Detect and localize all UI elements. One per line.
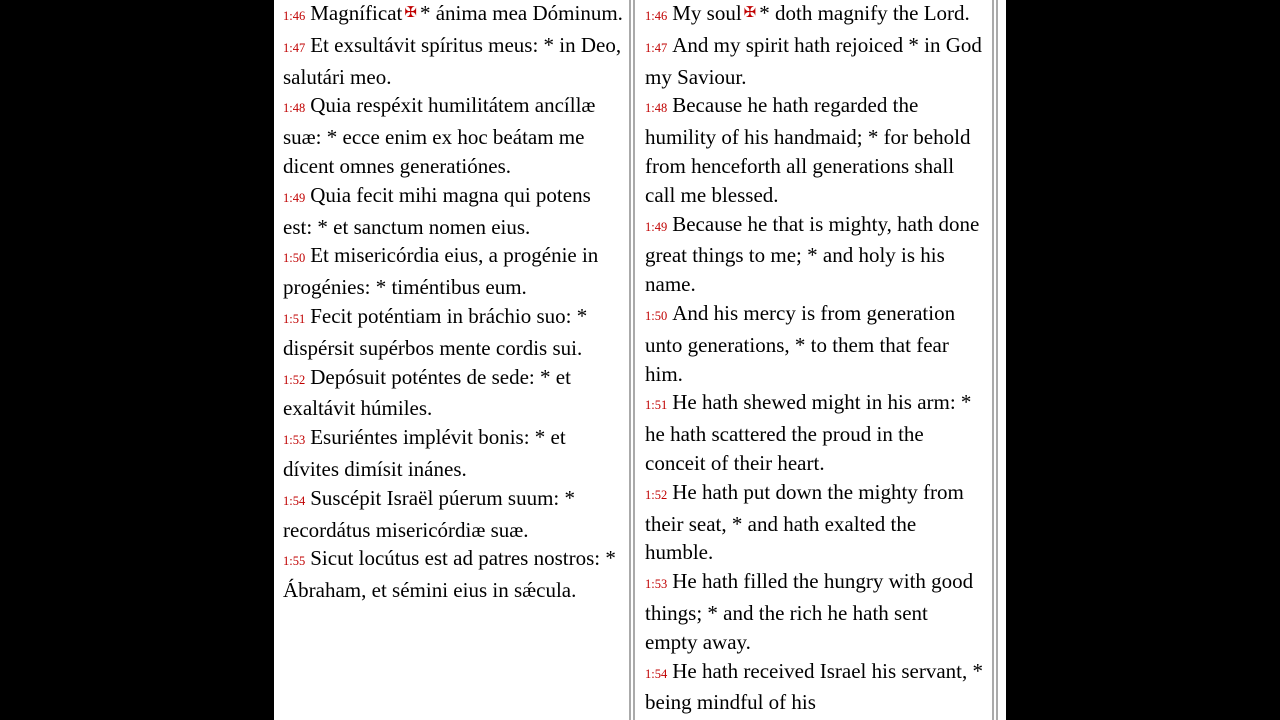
verse-number: 1:52 xyxy=(283,372,306,387)
verse-1-48-english xyxy=(645,91,985,209)
verse-text: And his mercy is from generation unto generations, * to them that fear him. xyxy=(645,300,956,386)
verse-text-end: * ánima mea Dóminum. xyxy=(419,1,623,25)
verse-text: He hath filled the hungry with good things; * and the rich he hath sent empty away. xyxy=(645,569,974,654)
verse-text: Suscépit Israël púerum suum: * recordátus misericórdiæ suæ. xyxy=(283,485,576,542)
verse-text: Quia respéxit humilitátem ancíllæ suæ: * ecce enim ex hoc beátam me dicent omnes generatiónes. xyxy=(283,93,596,178)
verse-number: 1:47 xyxy=(645,40,668,55)
verse-number: 1:51 xyxy=(645,398,668,413)
verse-text: Et exsultávit spíritus meus: * in Deo, salutári meo. xyxy=(283,32,622,89)
verse-1-53-latin xyxy=(283,423,625,484)
verse-text: He hath put down the mighty from their seat, * and hath exalted the humble. xyxy=(645,479,964,565)
verse-1-50-english xyxy=(645,299,985,388)
verse-text: Because he hath regarded the humility of his handmaid; * for behold from henceforth all generations shall call me blessed. xyxy=(645,93,971,207)
verse-number: 1:52 xyxy=(645,487,668,502)
verse-number: 1:54 xyxy=(645,666,668,681)
verse-text: And my spirit hath rejoiced * in God my Saviour. xyxy=(645,32,982,89)
verse-number: 1:46 xyxy=(283,9,306,23)
page-edge-line xyxy=(996,0,998,720)
verse-1-46-latin xyxy=(283,0,625,31)
verse-number: 1:50 xyxy=(645,308,668,323)
verse-1-53-english xyxy=(645,567,985,656)
document-page xyxy=(274,0,1006,720)
verse-text-start: Magníficat xyxy=(310,1,403,25)
latin-column xyxy=(283,0,625,720)
verse-1-54-latin xyxy=(283,484,625,545)
verse-1-51-english xyxy=(645,388,985,477)
verse-text-end: * doth magnify the Lord. xyxy=(759,1,970,25)
verse-number: 1:48 xyxy=(283,101,306,116)
verse-1-47-english xyxy=(645,31,985,92)
verse-1-46-english xyxy=(645,0,985,31)
verse-text: Depósuit poténtes de sede: * et exaltávit húmiles. xyxy=(283,364,571,421)
verse-text: Et misericórdia eius, a progénie in progénies: * timéntibus eum. xyxy=(283,243,599,300)
cross-icon: ✠ xyxy=(743,5,757,21)
verse-text: Esuriéntes implévit bonis: * et dívites dimísit inánes. xyxy=(283,425,566,481)
verse-number: 1:53 xyxy=(283,433,306,448)
verse-1-47-latin xyxy=(283,31,625,92)
verse-number: 1:46 xyxy=(645,9,668,23)
cross-icon: ✠ xyxy=(404,5,417,21)
verse-1-52-latin xyxy=(283,363,625,424)
verse-1-52-english xyxy=(645,478,985,567)
verse-number: 1:53 xyxy=(645,577,668,592)
page-edge-line xyxy=(992,0,994,720)
verse-1-55-latin xyxy=(283,544,625,605)
english-column xyxy=(645,0,985,720)
verse-text: Because he that is mighty, hath done great things to me; * and holy is his name. xyxy=(645,211,980,297)
verse-1-50-latin xyxy=(283,241,625,302)
column-divider xyxy=(629,0,631,720)
column-divider xyxy=(633,0,635,720)
verse-number: 1:54 xyxy=(283,493,306,508)
verse-text: Fecit poténtiam in bráchio suo: * dispérsit supérbos mente cordis sui. xyxy=(283,303,588,360)
verse-1-51-latin xyxy=(283,302,625,363)
verse-number: 1:48 xyxy=(645,101,668,116)
verse-text-start: My soul xyxy=(672,1,742,25)
verse-number: 1:47 xyxy=(283,40,306,55)
verse-1-49-latin xyxy=(283,181,625,242)
verse-number: 1:49 xyxy=(645,219,668,234)
verse-number: 1:51 xyxy=(283,311,306,326)
verse-1-49-english xyxy=(645,210,985,299)
verse-text: He hath received Israel his servant, * being mindful of his xyxy=(645,658,984,715)
verse-number: 1:55 xyxy=(283,554,306,569)
verse-1-48-latin xyxy=(283,91,625,180)
verse-text: He hath shewed might in his arm: * he hath scattered the proud in the conceit of their heart. xyxy=(645,390,972,475)
verse-text: Sicut locútus est ad patres nostros: * Ábraham, et sémini eius in sǽcula. xyxy=(283,546,616,603)
verse-number: 1:50 xyxy=(283,251,306,266)
verse-text: Quia fecit mihi magna qui potens est: * et sanctum nomen eius. xyxy=(283,182,591,239)
verse-number: 1:49 xyxy=(283,190,306,205)
verse-1-54-english xyxy=(645,657,985,718)
